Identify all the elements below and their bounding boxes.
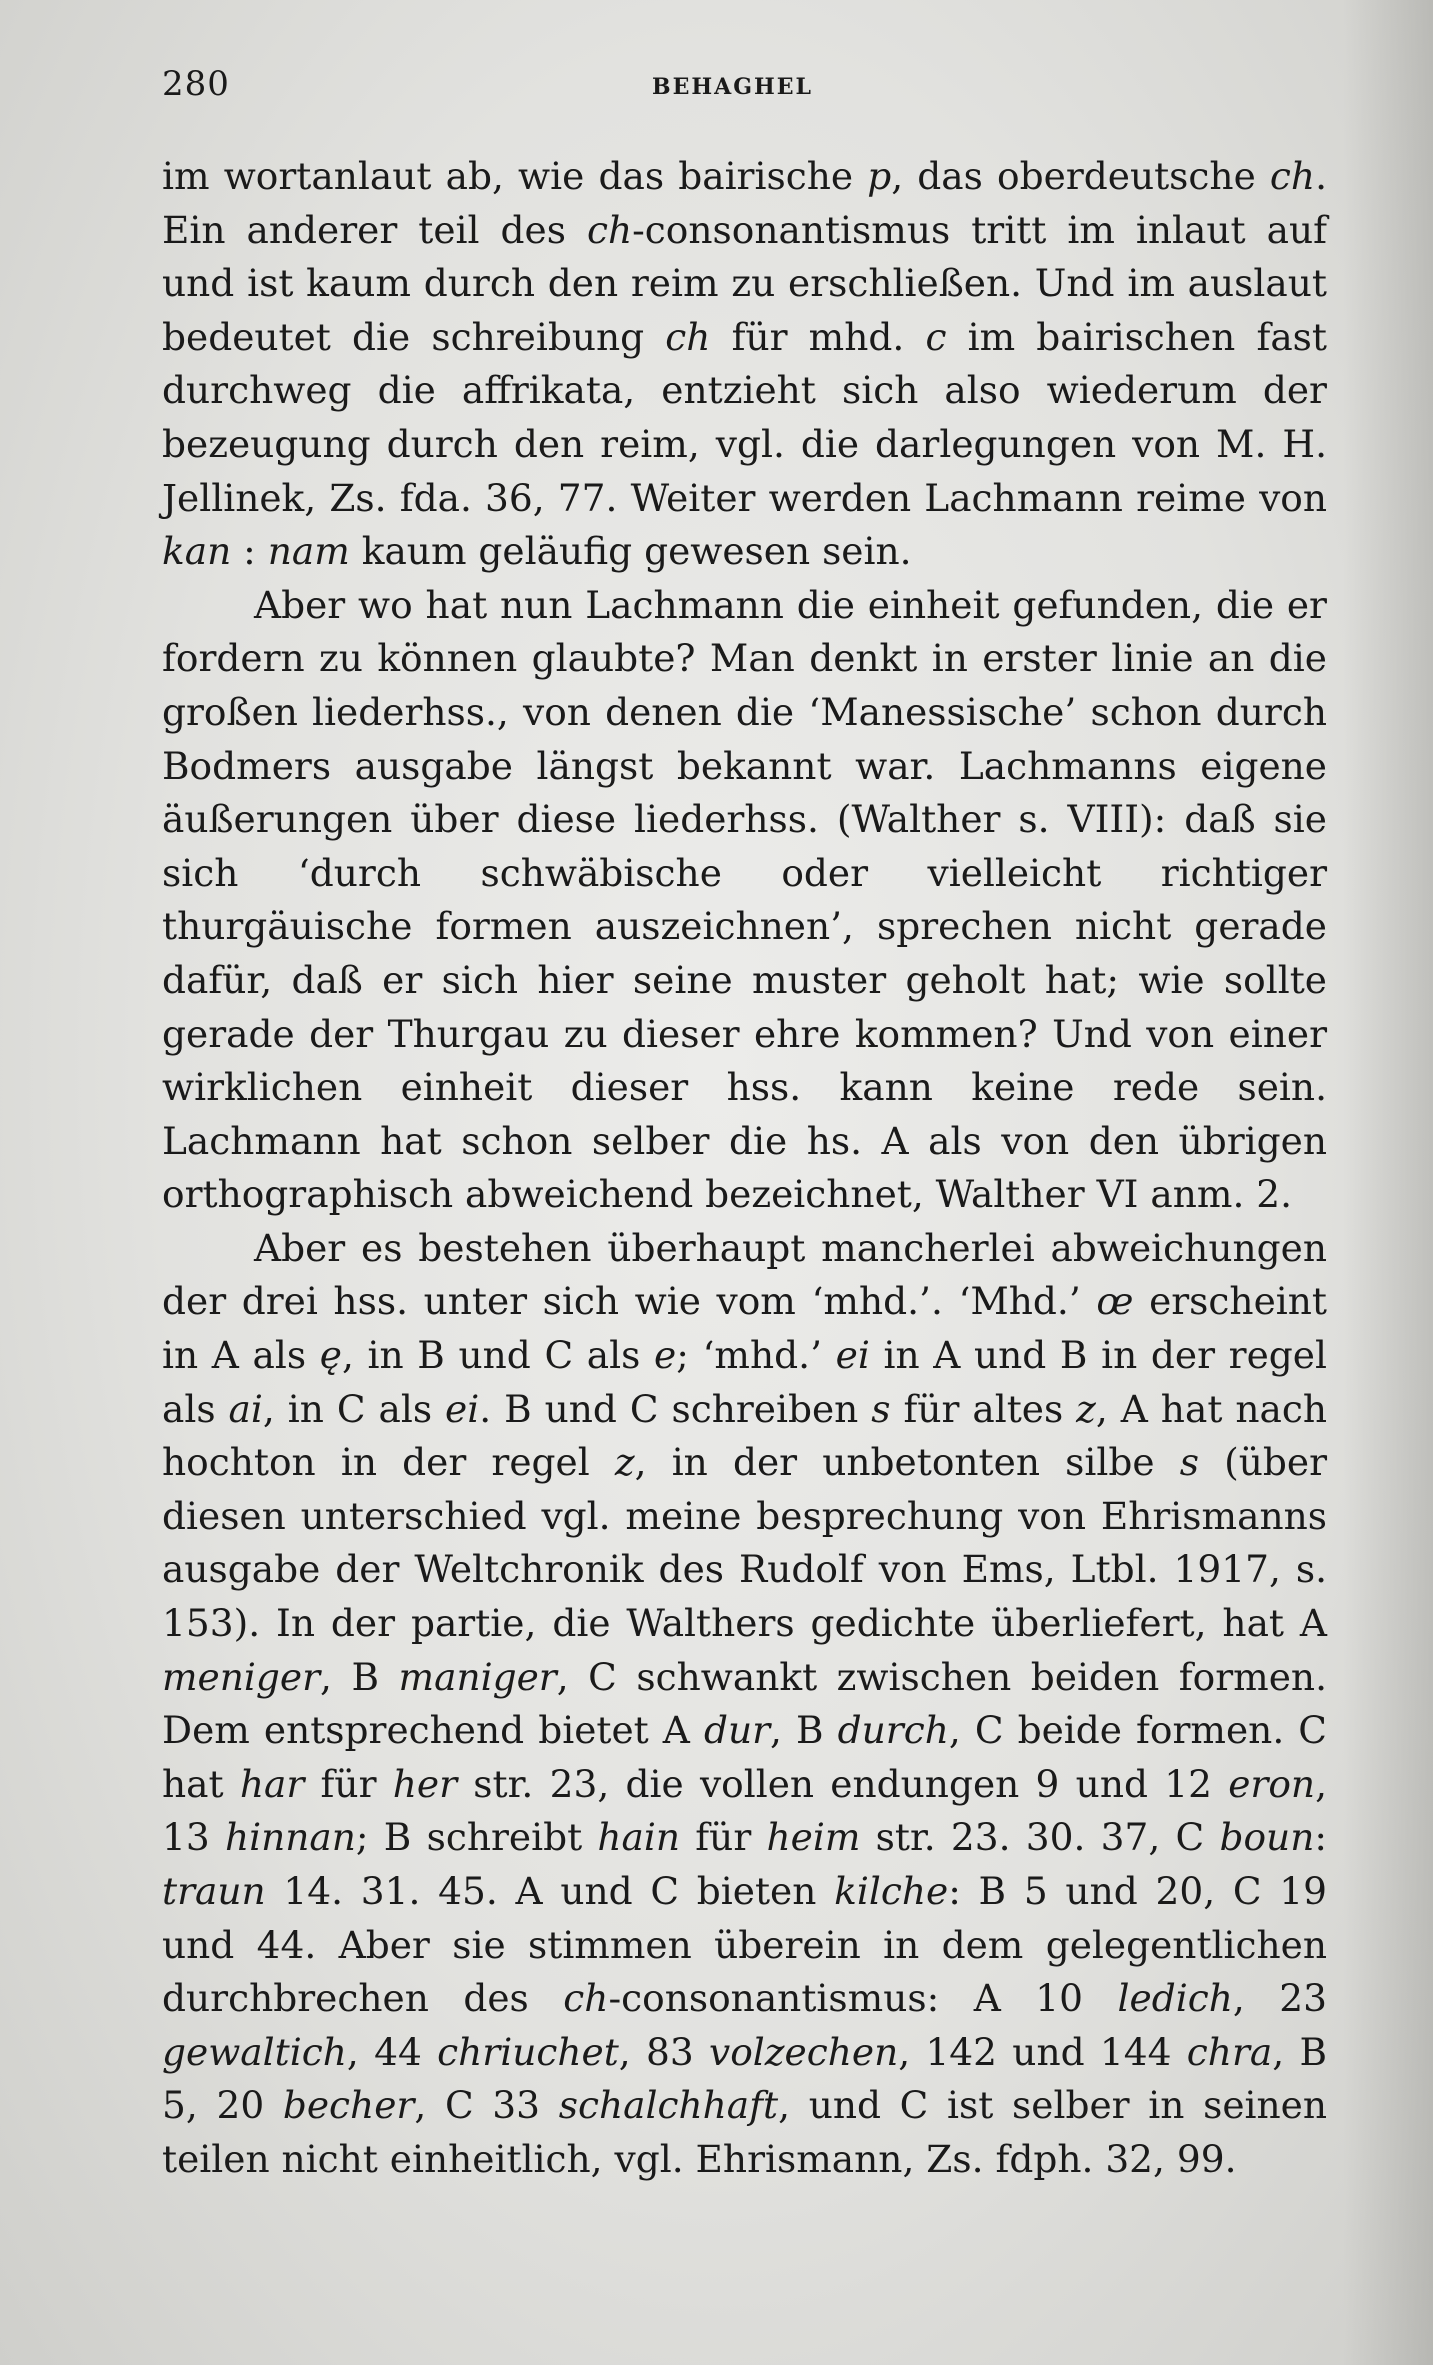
italic-term: e — [654, 1333, 677, 1378]
italic-term: chriuchet — [437, 2029, 619, 2074]
text-run: str. 23. 30. 37, C — [860, 1815, 1220, 1860]
italic-term: ai — [228, 1386, 263, 1431]
italic-term: c — [925, 314, 947, 359]
text-run: , das oberdeutsche — [891, 154, 1270, 198]
italic-term: ch — [563, 1976, 609, 2021]
italic-term: ei — [445, 1386, 480, 1431]
italic-term: hain — [597, 1815, 681, 1860]
italic-term: œ — [1096, 1279, 1134, 1324]
text-run: , C schwankt zwischen beiden formen. Dem entsprechend bietet A — [162, 1654, 1327, 1753]
text-run: -consonantismus: A 10 — [608, 1976, 1118, 2021]
text-run: , 13 — [162, 1761, 1327, 1860]
text-run: für mhd. — [710, 314, 926, 359]
text-run: . Ein anderer teil des — [162, 154, 1327, 252]
paragraph — [162, 150, 1327, 579]
text-run: , in B und C als — [341, 1333, 655, 1378]
italic-term: ch — [665, 314, 711, 359]
italic-term: traun — [162, 1869, 266, 1913]
italic-term: p — [867, 154, 892, 198]
italic-term: hinnan — [224, 1815, 356, 1860]
text-run: erscheint in A als — [162, 1279, 1327, 1378]
italic-term: chra — [1186, 2029, 1273, 2074]
italic-term: ę — [319, 1333, 342, 1378]
running-head: BEHAGHEL — [652, 74, 814, 100]
text-run: kaum geläufig gewesen sein. — [349, 529, 912, 574]
text-run: im wortanlaut ab, wie das bairische — [162, 154, 868, 198]
text-run: , und C ist selber in seinen teilen nicht einheitlich, vgl. Ehrismann, Zs. fdph. 32, 99. — [162, 2083, 1328, 2181]
italic-term: meniger — [162, 1654, 321, 1699]
text-run: : — [1314, 1815, 1327, 1860]
text-run: , 23 — [1232, 1976, 1328, 2021]
italic-term: z — [1076, 1386, 1096, 1431]
text-run: , B — [770, 1708, 838, 1753]
text-run: Aber es bestehen überhaupt mancherlei abweichungen der drei hss. unter sich wie vom ‘mhd.’. ‘Mhd.’ — [162, 1225, 1327, 1324]
italic-term: boun — [1219, 1815, 1315, 1860]
text-run: , 44 — [346, 2029, 438, 2074]
text-run: -consonantismus tritt im inlaut auf und ist kaum durch den reim zu erschließen. Und im auslaut bedeutet die schreibung — [162, 207, 1327, 359]
text-run: ; B schreibt — [355, 1815, 598, 1860]
text-run: , C 33 — [414, 2083, 559, 2128]
italic-term: har — [239, 1761, 305, 1806]
italic-term: becher — [282, 2083, 415, 2128]
text-run: , C beide formen. C hat — [162, 1708, 1327, 1806]
body-text — [162, 150, 1327, 2187]
italic-term: ch — [1269, 154, 1316, 198]
paragraph — [162, 579, 1327, 1222]
italic-term: volzechen — [709, 2029, 899, 2074]
page-number: 280 — [162, 64, 230, 104]
italic-term: her — [392, 1761, 458, 1806]
text-run: , B — [320, 1654, 399, 1699]
text-run: : — [231, 529, 268, 574]
text-run: , 83 — [618, 2029, 710, 2074]
text-run: , A hat nach hochton in der regel — [162, 1386, 1327, 1485]
text-run: , 142 und 144 — [898, 2029, 1187, 2074]
italic-term: durch — [837, 1708, 949, 1753]
italic-term: ch — [586, 207, 633, 252]
italic-term: ledich — [1117, 1976, 1233, 2021]
text-run: . B und C schreiben — [479, 1386, 872, 1431]
text-run: in A und B in der regel als — [162, 1333, 1327, 1431]
text-run: für — [680, 1815, 767, 1860]
italic-term: s — [1179, 1440, 1199, 1485]
italic-term: kan — [162, 529, 232, 574]
text-run: 14. 31. 45. A und C bieten — [265, 1869, 835, 1913]
text-run: für — [304, 1761, 393, 1806]
italic-term: ei — [835, 1333, 870, 1378]
italic-term: s — [871, 1386, 891, 1431]
italic-term: kilche — [834, 1869, 949, 1913]
text-run: für altes — [890, 1386, 1077, 1431]
italic-term: dur — [703, 1708, 771, 1753]
text-run: , in der unbetonten silbe — [634, 1440, 1180, 1485]
text-run: , in C als — [262, 1386, 446, 1431]
italic-term: nam — [267, 529, 350, 574]
italic-term: maniger — [398, 1654, 557, 1699]
italic-term: z — [614, 1440, 635, 1485]
text-run: ; ‘mhd.’ — [676, 1333, 836, 1378]
italic-term: heim — [766, 1815, 861, 1860]
italic-term: schalchhaft — [558, 2083, 779, 2128]
text-run: , B 5, 20 — [162, 2029, 1328, 2128]
text-run: : B 5 und 20, C 19 und 44. Aber sie stimmen überein in dem gelegentlichen durchbrechen des — [162, 1869, 1327, 2021]
italic-term: eron — [1228, 1761, 1316, 1806]
page-header — [162, 64, 1327, 114]
paragraph — [162, 1222, 1327, 2187]
text-run: str. 23, die vollen endungen 9 und 12 — [457, 1761, 1229, 1806]
italic-term: gewaltich — [162, 2029, 347, 2074]
text-run: (über diesen unterschied vgl. meine besprechung von Ehrismanns ausgabe der Weltchronik des Rudolf von Ems, Ltbl. 1917, s. 153). In der partie, die Walthers gedichte überliefert, hat A — [162, 1440, 1328, 1646]
text-run: Aber wo hat nun Lachmann die einheit gefunden, die er fordern zu können glaubte? Man denkt in erster linie an die großen liederhss., von denen die ‘Manessische’ schon durch Bodmers ausgabe längst bekannt war. Lachmanns eigene äußerungen über diese liederhss. (Walther s. VIII): daß sie sich ‘durch schwäbische oder vielleicht richtiger thurgäuische formen auszeichnen’, sprechen nicht gerade dafür, daß er sich hier seine muster geholt hat; wie sollte gerade der Thurgau zu dieser ehre kommen? Und von einer wirklichen einheit dieser hss. kann keine rede sein. Lachmann hat schon selber die hs. A als von den übrigen orthographisch abweichend bezeichnet, Walther VI anm. 2. — [162, 582, 1327, 1217]
text-run: im bairischen fast durchweg die affrikata, entzieht sich also wiederum der bezeugung durch den reim, vgl. die darlegungen von M. H. Jellinek, Zs. fda. 36, 77. Weiter werden Lachmann reime von — [162, 314, 1327, 520]
